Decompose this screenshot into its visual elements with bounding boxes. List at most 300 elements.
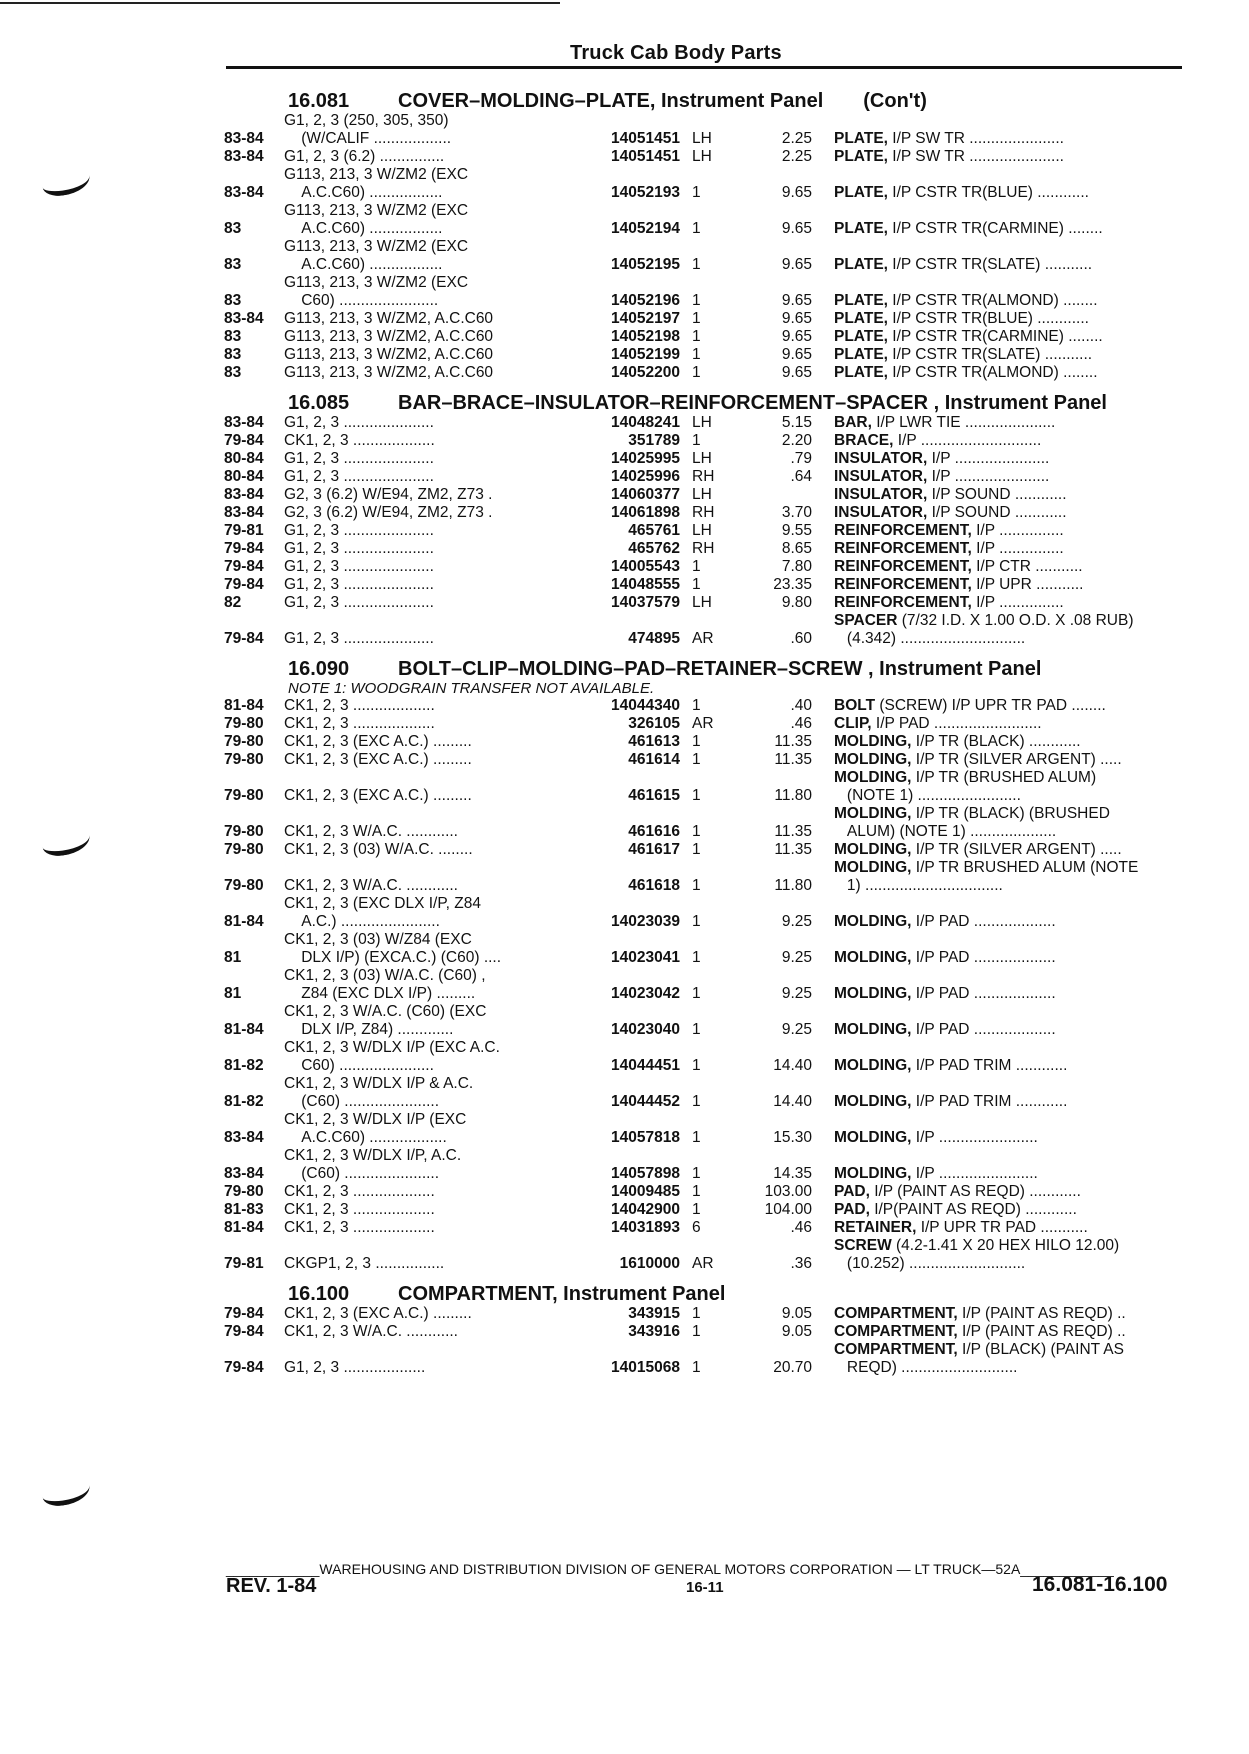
parts-listing	[224, 80, 1184, 1377]
model-application: G113, 213, 3 W/ZM2, A.C.C60	[284, 364, 494, 381]
model-application: G113, 213, 3 W/ZM2 (EXC C60) .......................	[284, 274, 469, 309]
price: 11.35	[774, 751, 812, 768]
model-years: 81-82	[224, 1093, 264, 1110]
model-application: CK1, 2, 3 (EXC A.C.) .........	[284, 751, 472, 768]
part-number: 14044451	[611, 1057, 680, 1074]
model-application: G2, 3 (6.2) W/E94, ZM2, Z73 .	[284, 504, 493, 521]
part-description-detail: I/P .......................	[911, 1165, 1038, 1182]
section-note: NOTE 1: WOODGRAIN TRANSFER NOT AVAILABLE.	[288, 680, 655, 697]
part-number: 14052195	[611, 256, 680, 273]
part-term: MOLDING,	[834, 805, 912, 822]
model-years: 81-84	[224, 1021, 264, 1038]
price: 2.20	[781, 432, 812, 449]
part-term: MOLDING,	[834, 913, 912, 930]
part-term: SCREW	[834, 1237, 892, 1254]
part-term: MOLDING,	[834, 949, 912, 966]
section-title	[398, 392, 1184, 414]
part-term: PLATE,	[834, 148, 888, 165]
quantity: 1	[692, 1093, 701, 1110]
part-term: INSULATOR,	[834, 468, 928, 485]
part-term: MOLDING,	[834, 1093, 912, 1110]
part-row	[224, 432, 1184, 450]
quantity: LH	[692, 522, 712, 539]
part-description	[812, 576, 1184, 594]
model-years: 79-84	[224, 630, 264, 647]
part-row	[224, 540, 1184, 558]
part-row	[224, 1219, 1184, 1237]
quantity: RH	[692, 504, 715, 521]
part-description	[812, 949, 1184, 967]
section-number: 16.085	[288, 392, 350, 414]
model-years: 83	[224, 328, 242, 345]
price: 3.70	[781, 504, 812, 521]
part-description	[812, 346, 1184, 364]
part-number: 14052199	[611, 346, 680, 363]
part-description	[812, 1021, 1184, 1039]
model-years: 83-84	[224, 310, 264, 327]
model-years: 79-84	[224, 1359, 264, 1376]
quantity: 1	[692, 256, 701, 273]
part-number: 461613	[628, 733, 680, 750]
model-years: 79-80	[224, 1183, 264, 1200]
section-heading	[224, 1283, 1184, 1305]
part-number: 14023041	[611, 949, 680, 966]
price: 9.65	[781, 292, 812, 309]
part-description	[812, 468, 1184, 486]
part-description	[812, 450, 1184, 468]
model-years: 79-80	[224, 823, 264, 840]
part-description	[812, 432, 1184, 450]
price: 104.00	[764, 1201, 812, 1218]
model-application: G113, 213, 3 W/ZM2 (EXC A.C.C60) .................	[284, 202, 469, 237]
model-years: 79-80	[224, 715, 264, 732]
part-number: 14057898	[611, 1165, 680, 1182]
price: 9.65	[781, 184, 812, 201]
model-years: 83-84	[224, 184, 264, 201]
price: 9.65	[781, 310, 812, 327]
part-description	[812, 220, 1184, 238]
part-description	[812, 594, 1184, 612]
quantity: 1	[692, 1183, 701, 1200]
part-description-detail: I/P (PAINT AS REQD) ..	[957, 1323, 1126, 1340]
price: 11.35	[774, 841, 812, 858]
part-number: 14037579	[611, 594, 680, 611]
part-description-detail: I/P CSTR TR(BLUE) ............	[887, 310, 1089, 327]
top-edge-rule	[0, 2, 560, 4]
price: 5.15	[781, 414, 812, 431]
footer-section-range: 16.081-16.100	[1032, 1573, 1168, 1596]
part-row	[224, 967, 1184, 1003]
model-application: G1, 2, 3 .....................	[284, 450, 434, 467]
price: 11.80	[774, 877, 812, 894]
model-application: CK1, 2, 3 ...................	[284, 1219, 435, 1236]
quantity: 1	[692, 432, 701, 449]
section-title-text: COMPARTMENT, Instrument Panel	[398, 1283, 726, 1305]
part-description	[812, 148, 1184, 166]
part-description	[812, 913, 1184, 931]
part-row	[224, 1075, 1184, 1111]
price: 9.05	[781, 1305, 812, 1322]
quantity: 1	[692, 1129, 701, 1146]
price: 23.35	[773, 576, 812, 593]
model-years: 83-84	[224, 504, 264, 521]
part-term: MOLDING,	[834, 1129, 912, 1146]
part-number: 14057818	[611, 1129, 680, 1146]
quantity: AR	[692, 715, 714, 732]
part-number: 461615	[628, 787, 680, 804]
part-row	[224, 859, 1184, 895]
part-description	[812, 522, 1184, 540]
model-application: CK1, 2, 3 W/DLX I/P & A.C. (C60) ......................	[284, 1075, 474, 1110]
price: .79	[790, 450, 812, 467]
part-number: 14052200	[611, 364, 680, 381]
part-number: 14048555	[611, 576, 680, 593]
part-description	[812, 256, 1184, 274]
model-application: CK1, 2, 3 ...................	[284, 715, 435, 732]
part-description-detail: I/P CSTR TR(SLATE) ...........	[887, 256, 1093, 273]
price: .46	[790, 1219, 812, 1236]
part-row	[224, 594, 1184, 612]
model-years: 83-84	[224, 130, 264, 147]
price: 11.35	[774, 823, 812, 840]
quantity: 1	[692, 364, 701, 381]
model-years: 79-81	[224, 1255, 264, 1272]
part-description	[812, 414, 1184, 432]
price: 9.65	[781, 346, 812, 363]
part-row	[224, 486, 1184, 504]
model-application: G1, 2, 3 .....................	[284, 468, 434, 485]
part-description-detail: I/P (PAINT AS REQD) ............	[869, 1183, 1081, 1200]
footer-page-number: 16-11	[686, 1579, 724, 1596]
model-years: 83	[224, 220, 242, 237]
part-description	[812, 697, 1184, 715]
part-row	[224, 1323, 1184, 1341]
part-description	[812, 184, 1184, 202]
part-number: 14044340	[611, 697, 680, 714]
price: 7.80	[781, 558, 812, 575]
model-years: 83	[224, 256, 242, 273]
part-description-detail: I/P TR BRUSHED ALUM (NOTE 1) ................................	[846, 859, 1139, 894]
part-description-detail: I/P (BLACK) (PAINT AS REQD) ...........................	[846, 1341, 1124, 1376]
section-title-suffix: , Instrument Panel	[928, 392, 1107, 414]
part-row	[224, 1183, 1184, 1201]
model-application: G1, 2, 3 .....................	[284, 414, 434, 431]
part-description-detail: I/P PAD ...................	[911, 1021, 1056, 1038]
model-application: G113, 213, 3 W/ZM2 (EXC A.C.C60) .................	[284, 166, 469, 201]
part-description-detail: I/P TR (BRUSHED ALUM) (NOTE 1) ........................	[846, 769, 1097, 804]
part-description	[812, 504, 1184, 522]
quantity: 1	[692, 949, 701, 966]
part-row	[224, 751, 1184, 769]
quantity: 1	[692, 1021, 701, 1038]
price: 9.05	[781, 1323, 812, 1340]
part-description-detail: I/P TR (BLACK) (BRUSHED ALUM) (NOTE 1) ....................	[846, 805, 1110, 840]
model-years: 79-84	[224, 432, 264, 449]
price: .60	[790, 630, 812, 647]
part-number: 465761	[628, 522, 680, 539]
part-row	[224, 1147, 1184, 1183]
quantity: 1	[692, 292, 701, 309]
section-title-suffix: , Instrument Panel	[862, 658, 1042, 680]
section-title-text: COVER–MOLDING–PLATE, Instrument Panel	[398, 90, 824, 112]
price: 9.25	[781, 1021, 812, 1038]
part-description	[812, 1341, 1184, 1377]
binder-hole-mark	[40, 165, 91, 198]
part-description	[812, 1183, 1184, 1201]
part-number: 14051451	[611, 130, 680, 147]
model-application: G113, 213, 3 W/ZM2, A.C.C60	[284, 310, 494, 327]
model-application: CK1, 2, 3 (03) W/A.C. ........	[284, 841, 473, 858]
part-row	[224, 576, 1184, 594]
part-term: MOLDING,	[834, 1021, 912, 1038]
model-years: 79-80	[224, 877, 264, 894]
price: .40	[790, 697, 812, 714]
part-description-detail: I/P ......................	[927, 450, 1050, 467]
part-row	[224, 1039, 1184, 1075]
part-row	[224, 931, 1184, 967]
price: .46	[790, 715, 812, 732]
part-term: REINFORCEMENT,	[834, 576, 972, 593]
part-description	[812, 130, 1184, 148]
part-description-detail: (4.2-1.41 X 20 HEX HILO 12.00) (10.252) ...........................	[846, 1237, 1120, 1272]
part-row	[224, 346, 1184, 364]
part-description-detail: I/P ...............	[971, 594, 1064, 611]
part-description	[812, 1129, 1184, 1147]
model-years: 79-80	[224, 733, 264, 750]
quantity: 1	[692, 184, 701, 201]
model-years: 79-84	[224, 540, 264, 557]
quantity: LH	[692, 414, 712, 431]
part-number: 14052194	[611, 220, 680, 237]
part-term: MOLDING,	[834, 1057, 912, 1074]
part-description-detail: I/P SW TR ......................	[887, 148, 1064, 165]
price: 2.25	[781, 148, 812, 165]
part-row	[224, 895, 1184, 931]
page-header-title: Truck Cab Body Parts	[570, 42, 782, 64]
part-description	[812, 1201, 1184, 1219]
part-term: REINFORCEMENT,	[834, 594, 972, 611]
part-row	[224, 805, 1184, 841]
price: 14.40	[773, 1093, 812, 1110]
part-description-detail: I/P PAD TRIM ............	[911, 1057, 1068, 1074]
part-description-detail: I/P PAD TRIM ............	[911, 1093, 1068, 1110]
part-row	[224, 841, 1184, 859]
part-row	[224, 364, 1184, 382]
part-term: REINFORCEMENT,	[834, 522, 972, 539]
quantity: 1	[692, 985, 701, 1002]
part-description-detail: I/P ...............	[971, 522, 1064, 539]
part-description-detail: I/P PAD .........................	[871, 715, 1042, 732]
part-term: MOLDING,	[834, 985, 912, 1002]
part-row	[224, 1341, 1184, 1377]
part-description-detail: I/P CSTR TR(SLATE) ...........	[887, 346, 1093, 363]
part-number: 461614	[628, 751, 680, 768]
quantity: 1	[692, 220, 701, 237]
quantity: 1	[692, 576, 701, 593]
part-description-detail: I/P PAD ...................	[911, 985, 1056, 1002]
part-row	[224, 612, 1184, 648]
model-application: CK1, 2, 3 W/A.C. (C60) (EXC DLX I/P, Z84) .............	[284, 1003, 487, 1038]
part-description	[812, 310, 1184, 328]
quantity: AR	[692, 630, 714, 647]
quantity: RH	[692, 540, 715, 557]
part-number: 14052196	[611, 292, 680, 309]
part-description-detail: I/P CSTR TR(ALMOND) ........	[887, 364, 1098, 381]
part-description	[812, 292, 1184, 310]
part-term: PLATE,	[834, 292, 888, 309]
model-years: 79-80	[224, 841, 264, 858]
part-term: BOLT	[834, 697, 876, 714]
part-term: MOLDING,	[834, 859, 912, 876]
quantity: 1	[692, 1323, 701, 1340]
part-term: MOLDING,	[834, 841, 912, 858]
part-description	[812, 733, 1184, 751]
section-number: 16.090	[288, 658, 350, 680]
model-application: CKGP1, 2, 3 ................	[284, 1255, 445, 1272]
quantity: LH	[692, 130, 712, 147]
model-application: G113, 213, 3 W/ZM2, A.C.C60	[284, 328, 494, 345]
quantity: 1	[692, 1165, 701, 1182]
part-number: 14025996	[611, 468, 680, 485]
part-number: 14031893	[611, 1219, 680, 1236]
part-row	[224, 238, 1184, 274]
part-description	[812, 1305, 1184, 1323]
quantity: 1	[692, 913, 701, 930]
part-description-detail: I/P PAD ...................	[911, 949, 1056, 966]
model-years: 83	[224, 346, 242, 363]
model-years: 79-80	[224, 751, 264, 768]
part-term: INSULATOR,	[834, 450, 928, 467]
part-row	[224, 504, 1184, 522]
header-rule	[226, 66, 1182, 69]
quantity: 1	[692, 697, 701, 714]
model-application: G1, 2, 3 .....................	[284, 558, 434, 575]
part-description	[812, 1219, 1184, 1237]
part-description-detail: I/P TR (SILVER ARGENT) .....	[911, 751, 1122, 768]
model-application: CK1, 2, 3 W/DLX I/P (EXC A.C.C60) ..................	[284, 1111, 467, 1146]
model-application: CK1, 2, 3 (03) W/Z84 (EXC DLX I/P) (EXCA.C.) (C60) ....	[284, 931, 502, 966]
part-number: 351789	[628, 432, 680, 449]
price: 9.65	[781, 364, 812, 381]
part-description-detail: I/P TR (SILVER ARGENT) .....	[911, 841, 1122, 858]
part-description-detail: I/P UPR TR PAD ...........	[916, 1219, 1088, 1236]
quantity: 1	[692, 1201, 701, 1218]
model-years: 79-84	[224, 1323, 264, 1340]
section-16-081	[224, 90, 1184, 382]
part-description	[812, 1057, 1184, 1075]
part-number: 14009485	[611, 1183, 680, 1200]
part-number: 465762	[628, 540, 680, 557]
part-description	[812, 751, 1184, 769]
part-description	[812, 985, 1184, 1003]
part-term: MOLDING,	[834, 733, 912, 750]
model-application: G1, 2, 3 .....................	[284, 540, 434, 557]
model-years: 81	[224, 985, 242, 1002]
part-number: 14051451	[611, 148, 680, 165]
model-application: CK1, 2, 3 (03) W/A.C. (C60) , Z84 (EXC DLX I/P) .........	[284, 967, 486, 1002]
part-number: 14044452	[611, 1093, 680, 1110]
model-years: 79-81	[224, 522, 264, 539]
part-term: INSULATOR,	[834, 504, 928, 521]
model-application: CK1, 2, 3 W/A.C. ............	[284, 877, 458, 894]
part-term: REINFORCEMENT,	[834, 558, 972, 575]
part-description-detail: I/P LWR TIE .....................	[871, 414, 1056, 431]
part-row	[224, 112, 1184, 148]
part-term: MOLDING,	[834, 751, 912, 768]
quantity: AR	[692, 1255, 714, 1272]
part-description	[812, 1093, 1184, 1111]
part-description	[812, 1323, 1184, 1341]
price: 103.00	[764, 1183, 812, 1200]
price: 20.70	[773, 1359, 812, 1376]
part-term: PLATE,	[834, 220, 888, 237]
part-row	[224, 274, 1184, 310]
model-application: CK1, 2, 3 ...................	[284, 432, 435, 449]
part-row	[224, 148, 1184, 166]
quantity: 1	[692, 877, 701, 894]
price: .36	[790, 1255, 812, 1272]
model-application: CK1, 2, 3 (EXC DLX I/P, Z84 A.C.) .......................	[284, 895, 481, 930]
model-years: 80-84	[224, 450, 264, 467]
model-application: CK1, 2, 3 ...................	[284, 1183, 435, 1200]
section-title-text: BOLT–CLIP–MOLDING–PAD–RETAINER–SCREW	[398, 658, 863, 680]
part-description-detail: I/P CSTR TR(BLUE) ............	[887, 184, 1089, 201]
part-term: PLATE,	[834, 328, 888, 345]
price: 14.35	[773, 1165, 812, 1182]
quantity: 1	[692, 1359, 701, 1376]
part-description-detail: I/P ............................	[893, 432, 1042, 449]
price: 2.25	[781, 130, 812, 147]
model-application: CK1, 2, 3 ...................	[284, 697, 435, 714]
part-number: 474895	[628, 630, 680, 647]
part-row	[224, 733, 1184, 751]
part-number: 14015068	[611, 1359, 680, 1376]
part-term: PLATE,	[834, 346, 888, 363]
part-description-detail: I/P ...............	[971, 540, 1064, 557]
section-continued-label: (Con't)	[863, 90, 927, 112]
part-description-detail: (7/32 I.D. X 1.00 O.D. X .08 RUB) (4.342) .............................	[846, 612, 1134, 647]
quantity: LH	[692, 594, 712, 611]
section-title	[398, 658, 1184, 680]
quantity: LH	[692, 148, 712, 165]
section-title	[398, 90, 1184, 112]
part-description	[812, 715, 1184, 733]
binder-hole-mark	[40, 825, 91, 858]
part-description	[812, 769, 1184, 805]
part-number: 14042900	[611, 1201, 680, 1218]
part-row	[224, 558, 1184, 576]
part-number: 461618	[628, 877, 680, 894]
part-description	[812, 612, 1184, 648]
part-term: PLATE,	[834, 364, 888, 381]
part-description-detail: I/P (PAINT AS REQD) ..	[957, 1305, 1126, 1322]
quantity: 1	[692, 328, 701, 345]
part-description	[812, 1165, 1184, 1183]
model-years: 83-84	[224, 414, 264, 431]
price: 11.80	[774, 787, 812, 804]
quantity: 1	[692, 751, 701, 768]
part-number: 14005543	[611, 558, 680, 575]
quantity: RH	[692, 468, 715, 485]
price: 9.55	[781, 522, 812, 539]
part-row	[224, 414, 1184, 432]
part-row	[224, 697, 1184, 715]
price: 11.35	[774, 733, 812, 750]
part-row	[224, 468, 1184, 486]
model-application: CK1, 2, 3 W/DLX I/P, A.C. (C60) ......................	[284, 1147, 462, 1182]
model-application: CK1, 2, 3 (EXC A.C.) .........	[284, 1305, 472, 1322]
part-description	[812, 540, 1184, 558]
